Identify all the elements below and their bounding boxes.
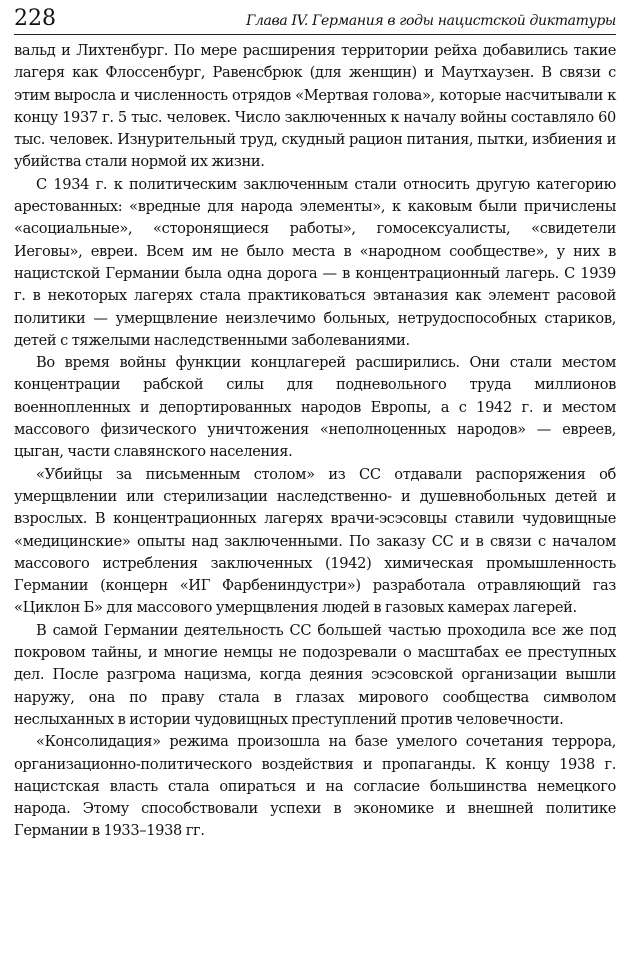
paragraph: В самой Германии деятельность СС большей частью проходила все же под покровом тайны, и многие немцы не подозревали о масштабах ее преступных дел. После разгрома нацизма, когда деяния эсэсовской организации вышли наружу, она по праву стала в глазах мирового сообщества символом неслыханных в истории чудовищных преступлений против человечности.	[14, 621, 616, 728]
paragraph: Во время войны функции концлагерей расширились. Они стали местом концентрации рабской силы для подневольного труда миллионов военнопленных и депортированных народов Европы, а с 1942 г. и местом массового физического уничтожения «неполноценных народов» — евреев, цыган, части славянского населения.	[14, 354, 616, 461]
paragraph: «Консолидация» режима произошла на базе умелого сочетания террора, организационно-политического воздействия и пропаганды. К концу 1938 г. нацистская власть стала опираться и на согласие большинства немецкого народа. Этому способствовали успехи в экономике и внешней политике Германии в 1933–1938 гг.	[14, 733, 616, 840]
paragraph: С 1934 г. к политическим заключенным стали относить другую категорию арестованных: «вредные для народа элементы», к каковым были причислены «асоциальные», «сторонящиеся работы», гомосексуалисты, «свидетели Иеговы», евреи. Всем им не было места в «народном сообществе», у них в нацистской Германии была одна дорога — в концентрационный лагерь. С 1939 г. в некоторых лагерях стала практиковаться эвтаназия как элемент расовой политики — умерщвление неизлечимо больных, нетрудоспособных стариков, детей с тяжелыми наследственными заболеваниями.	[14, 175, 616, 349]
running-header	[14, 4, 616, 35]
paragraph: «Убийцы за письменным столом» из СС отдавали распоряжения об умерщвлении или стерилизации наследственно- и душевнобольных детей и взрослых. В концентрационных лагерях врачи-эсэсовцы ставили чудовищные «медицинские» опыты над заключенными. По заказу СС и в связи с началом массового истребления заключенных (1942) химическая промышленность Германии (концерн «ИГ Фарбениндустри») разработала отравляющий газ «Циклон Б» для массового умерщвления людей в газовых камерах лагерей.	[14, 465, 616, 617]
body-text	[14, 40, 616, 843]
chapter-title: Глава IV. Германия в годы нацистской диктатуры	[246, 13, 616, 29]
paragraph-continuation: вальд и Лихтенбург. По мере расширения территории рейха добавились такие лагеря как Флоссенбург, Равенсбрюк (для женщин) и Маутхаузен. В связи с этим выросла и численность отрядов «Мертвая голова», которые насчитывали к концу 1937 г. 5 тыс. человек. Число заключенных к началу войны составляло 60 тыс. человек. Изнурительный труд, скудный рацион питания, пытки, избиения и убийства стали нормой их жизни.	[14, 42, 616, 171]
page-number: 228	[14, 6, 56, 31]
